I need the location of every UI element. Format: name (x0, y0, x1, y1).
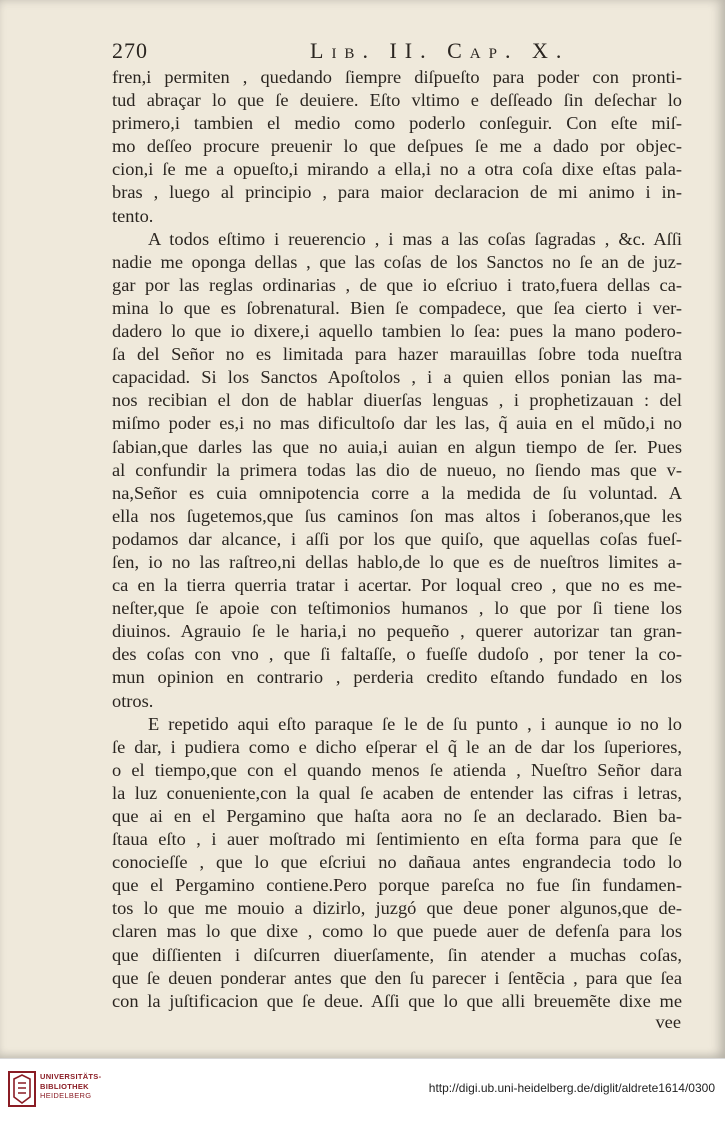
text-line: ca en la tierra querria tratar i acertar. Por loqual creo , que no es me- (112, 575, 682, 596)
catchword: vee (655, 1012, 681, 1032)
page-number: 270 (112, 38, 148, 63)
text-line: que diſſienten i diſcurren diuerſamente, ſin atender a muchas coſas, (112, 944, 682, 965)
institution-line-3: HEIDELBERG (40, 1091, 92, 1100)
text-line: bras , luego al principio , para maior declaracion de mi animo i in- (112, 182, 682, 203)
text-line: la luz conueniente,con la qual ſe acaben de entender las cifras i letras, (112, 782, 682, 803)
text-line: diuinos. Agrauio ſe le haria,i no pequeño , querer autorizar tan gran- (112, 621, 682, 642)
text-line: capacidad. Si los Sanctos Apoſtolos , i a quien ellos ponian las ma- (112, 367, 682, 388)
text-line: miſmo poder es,i no mas dificultoſo dar les las, q̃ auia en el mũdo,i no (112, 413, 682, 434)
text-line: tos lo que me mouio a dizirlo, juzgó que deue poner algunos,que de- (112, 898, 682, 919)
text-line: nos recibian el don de hablar diuerſas lenguas , i prophetizauan : del (112, 390, 682, 411)
text-line: al confundir la primera todas las dio de nueuo, no ſiendo mas que v- (112, 459, 682, 480)
institution-line-1: UNIVERSITÄTS- (40, 1072, 102, 1081)
text-line: ſe dar, i pudiera como e dicho eſperar el q̃ le an de dar los ſuperiores, (112, 736, 682, 757)
text-line: claren mas lo que dixe , como lo que puede auer de defenſa para los (112, 921, 682, 942)
permalink-url[interactable]: http://digi.ub.uni-heidelberg.de/diglit/aldrete1614/0300 (428, 1081, 715, 1095)
text-line: o el tiempo,que con el quando menos ſe atienda , Nueſtro Señor dara (112, 759, 682, 780)
text-line: que el Pergamino contiene.Pero porque pareſca no fue ſin fundamen- (112, 875, 682, 896)
text-line: tud abraçar lo que ſe deuiere. Eſto vltimo e deſſeado ſin deſechar lo (112, 90, 682, 111)
text-line: mina lo que es ſobrenatural. Bien ſe compadece, que ſea cierto i ver- (112, 297, 682, 318)
text-line: fren,i permiten , quedando ſiempre diſpueſto para poder con pronti- (112, 67, 682, 87)
text-line: ſabian,que darles las que no auia,i auian en algun tiempo de ſer. Pues (112, 436, 682, 457)
text-line: que ai en el Pergamino que haſta aora no ſe an declarado. Bien ba- (112, 806, 682, 826)
page-header (112, 38, 677, 68)
text-line: neſter,que ſe apoie con teſtimonios humanos , lo que por ſi tiene los (112, 598, 682, 619)
footer-bar (0, 1058, 725, 1123)
text-line: nadie me oponga dellas , que las coſas de los Sanctos no ſe an de juz- (112, 251, 682, 272)
institution-name (40, 1072, 101, 1101)
text-line: A todos eſtimo i reuerencio , i mas a las coſas ſagradas , &c. Aſſi (148, 228, 682, 249)
text-line: mo deſſeo procure preuenir lo que deſpues ſe me a dado por objec- (112, 136, 682, 157)
text-line: ſtaua eſto , i auer moſtrado mi ſentimiento en eſta forma para que ſe (112, 829, 682, 850)
text-body (112, 66, 682, 1013)
text-line: con la juſtificacion que ſe deue. Aſſi que lo que alli breuemẽte dixe me (112, 990, 682, 1011)
text-line: cion,i ſe me a opueſto,i mirando a ella,i no a otra coſa dixe eſtas pala- (112, 159, 682, 180)
text-line: gar por las reglas ordinarias , de que io eſcriuo i trato,fuera dellas ca- (112, 274, 682, 295)
text-line: conocieſſe , que lo que eſcriui no dañaua antes engrandecia todo lo (112, 852, 682, 873)
text-line: ſen, io no las raſtreo,ni dellas hablo,de lo que es de nueſtros limites a- (112, 551, 682, 572)
library-seal-icon (8, 1071, 36, 1107)
text-line: des coſas con vno , que ſi faltaſſe, o fueſſe dudoſo , por tener la co- (112, 644, 682, 665)
running-head: Lib. II. Cap. X. (310, 38, 570, 63)
text-line: primero,i tambien el medio como poderlo conſeguir. Con eſte miſ- (112, 113, 682, 134)
institution-line-2: BIBLIOTHEK (40, 1081, 89, 1091)
text-line: ſa del Señor no es limitada para hazer marauillas ſobre toda nueſtra (112, 344, 682, 365)
text-line: que ſe deuen ponderar antes que den ſu parecer i ſentẽcia , para que ſea (112, 967, 682, 988)
text-line: podamos dar alcance, i aſſi por los que quiſo, que aquellas coſas fueſ- (112, 528, 682, 549)
text-line: na,Señor es cuia omnipotencia corre a la medida de ſu voluntad. A (112, 482, 682, 503)
text-line: tento. (112, 205, 154, 226)
text-line: otros. (112, 690, 154, 711)
text-line: ella nos ſugetemos,que ſus caminos ſon mas altos i ſoberanos,que les (112, 505, 682, 526)
text-line: E repetido aqui eſto paraque ſe le de ſu punto , i aunque io no lo (148, 713, 682, 734)
text-line: mun opinion en contrario , perderia credito eſtando fundado en los (112, 667, 682, 688)
text-line: dadero lo que io dixere,i aquello tambien lo ſea: pues la mano podero- (112, 321, 682, 342)
